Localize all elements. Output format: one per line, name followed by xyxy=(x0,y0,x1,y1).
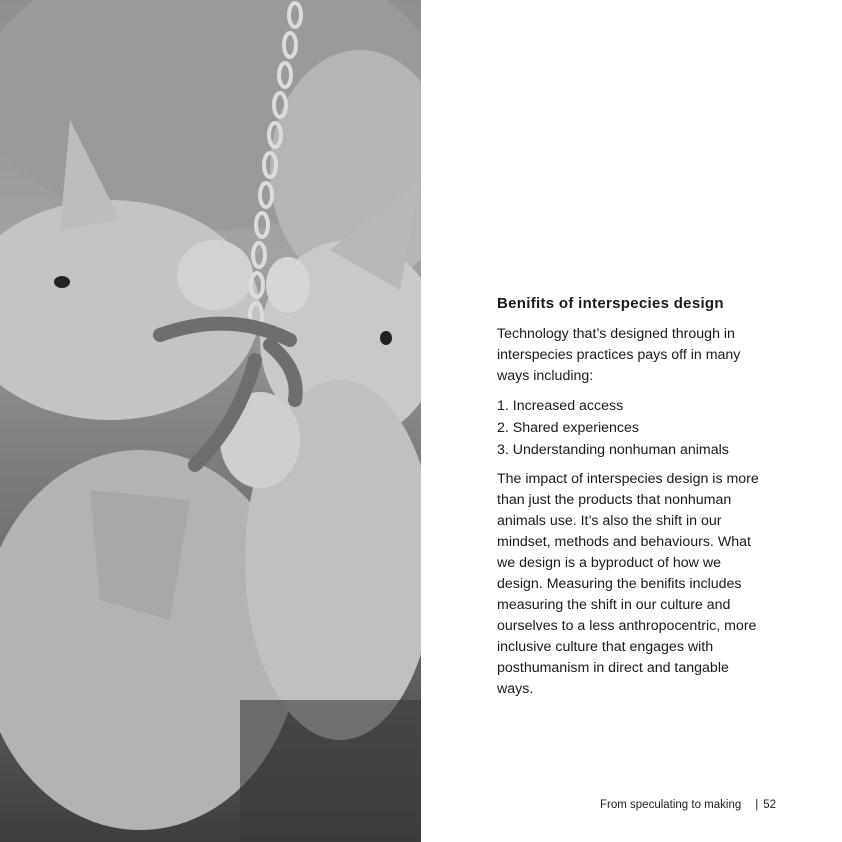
chapter-title: From speculating to making xyxy=(600,799,742,811)
section-heading: Benifits of interspecies design xyxy=(497,295,724,312)
body-paragraph: The impact of interspecies design is more than just the products that nonhuman animals use. It’s also the shift in our mindset, methods and behaviours. What we design is a byproduct of how we design. Measuring the benifits includes measuring the shift in our culture and ourselves to a less anthropocentric, more inclusive culture that engages with posthumanism in direct and tangable ways. xyxy=(497,471,759,697)
list-item: 2. Shared experiences xyxy=(497,420,639,436)
page-number: 52 xyxy=(763,799,777,811)
page-footer xyxy=(600,799,776,811)
benefits-list xyxy=(497,395,797,461)
footer-separator: | xyxy=(755,799,759,811)
text-column xyxy=(497,294,797,700)
list-item: 1. Increased access xyxy=(497,398,624,414)
intro-paragraph: Technology that’s designed through in interspecies practices pays off in many ways including: xyxy=(497,326,741,384)
list-item: 3. Understanding nonhuman animals xyxy=(497,442,729,458)
